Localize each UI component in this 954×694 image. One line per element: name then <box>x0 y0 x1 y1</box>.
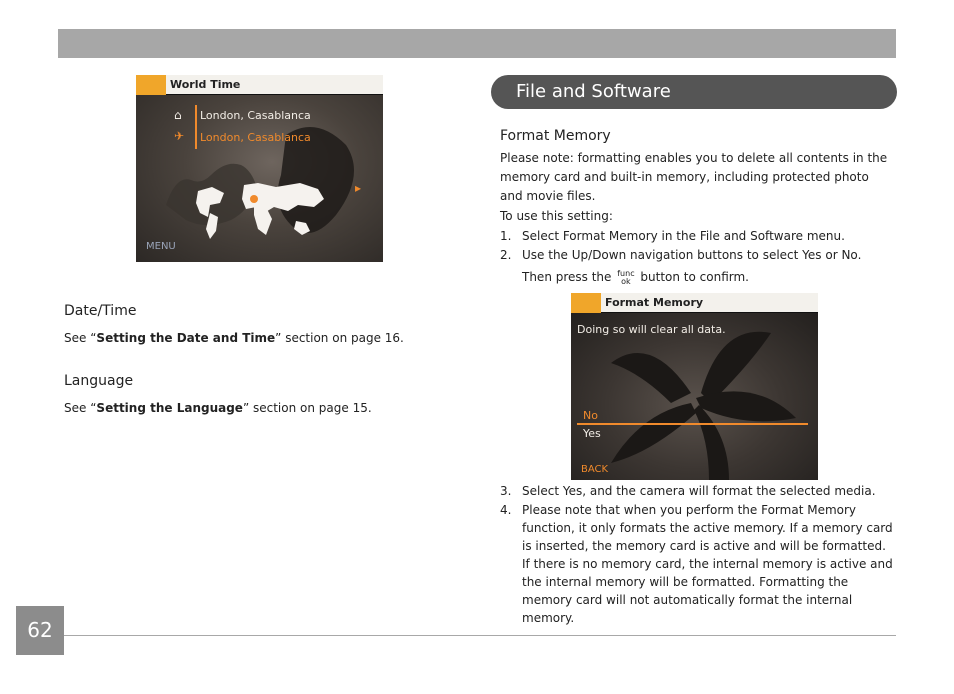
step-text: Please note that when you perform the Format Memory function, it only formats the active memory. If a memory card is inserted, the memory card is active and will be formatted. If there is no memory card, the internal memory is active and the internal memory will be formatted. Formatting the memory card will not automatically format the internal memory. <box>522 503 893 625</box>
step-text-confirm <box>522 268 749 286</box>
step-number: 4. <box>500 503 512 517</box>
format-memory-heading: Format Memory <box>500 128 611 144</box>
ref-prefix: See “ <box>64 401 97 415</box>
step-text-part: Use the <box>522 248 572 262</box>
up-down-label: Up/Down <box>571 248 627 262</box>
step-3 <box>500 482 896 501</box>
step-number: 1. <box>500 229 512 243</box>
selection-line <box>577 423 808 425</box>
language-reference <box>64 401 372 415</box>
wrench-icon <box>136 75 166 95</box>
step-text-part: navigation buttons to select <box>626 248 803 262</box>
destination-city: London, Casablanca <box>200 131 311 144</box>
section-banner <box>491 75 897 109</box>
format-note: Please note: formatting enables you to delete all contents in the memory card and built-in memory, including protected photo and movie files. <box>500 151 888 203</box>
step-text-part: button to confirm. <box>636 270 749 284</box>
format-intro: To use this setting: <box>500 209 613 223</box>
header-bar <box>58 29 896 58</box>
screen-title-bar <box>571 293 818 313</box>
format-warning: Doing so will clear all data. <box>577 323 726 336</box>
step-4 <box>500 501 896 631</box>
screen-title: Format Memory <box>605 296 704 309</box>
back-label: BACK <box>581 464 609 475</box>
footer-rule <box>64 635 896 636</box>
step-text <box>522 246 861 264</box>
func-label: func <box>617 268 635 278</box>
date-time-reference <box>64 331 404 345</box>
ref-link-text: Setting the Date and Time <box>96 331 276 345</box>
yes-label: Yes <box>802 248 822 262</box>
home-icon: ⌂ <box>174 108 182 122</box>
step-text-part: Then press the <box>522 270 616 284</box>
screen-title: World Time <box>170 78 241 91</box>
date-time-heading: Date/Time <box>64 303 137 319</box>
step-2 <box>500 246 896 292</box>
page-number: 62 <box>27 618 53 642</box>
step-text: Select Format Memory in the File and Software menu. <box>522 229 845 243</box>
flower-silhouette-icon <box>571 313 818 480</box>
ref-suffix: ” section on page 16. <box>275 331 404 345</box>
ok-label: ok <box>621 276 631 286</box>
step-text-part: . <box>857 248 862 262</box>
step-1 <box>500 227 896 246</box>
step-text: Select Yes, and the camera will format the selected media. <box>522 484 876 498</box>
flower-background <box>571 313 818 480</box>
option-yes: Yes <box>583 427 601 440</box>
format-memory-screenshot <box>571 293 818 480</box>
page-number-box <box>16 606 64 655</box>
airplane-icon: ✈ <box>174 129 185 143</box>
world-time-screenshot <box>136 75 383 262</box>
option-no: No <box>583 409 598 422</box>
language-heading: Language <box>64 373 134 389</box>
section-title: File and Software <box>516 81 671 102</box>
step-text-part: or <box>821 248 842 262</box>
step-number: 3. <box>500 484 512 498</box>
selection-bar <box>195 105 197 149</box>
screen-title-bar <box>136 75 383 95</box>
no-label: No <box>841 248 858 262</box>
folder-icon <box>571 293 601 313</box>
func-ok-button-icon <box>617 270 634 286</box>
ref-suffix: ” section on page 15. <box>242 401 372 415</box>
step-number: 2. <box>500 248 512 262</box>
right-arrow-icon: ▸ <box>354 181 361 195</box>
menu-footer: MENU <box>146 241 176 252</box>
ref-link-text: Setting the Language <box>96 401 243 415</box>
ref-prefix: See “ <box>64 331 97 345</box>
home-city: London, Casablanca <box>200 109 311 122</box>
